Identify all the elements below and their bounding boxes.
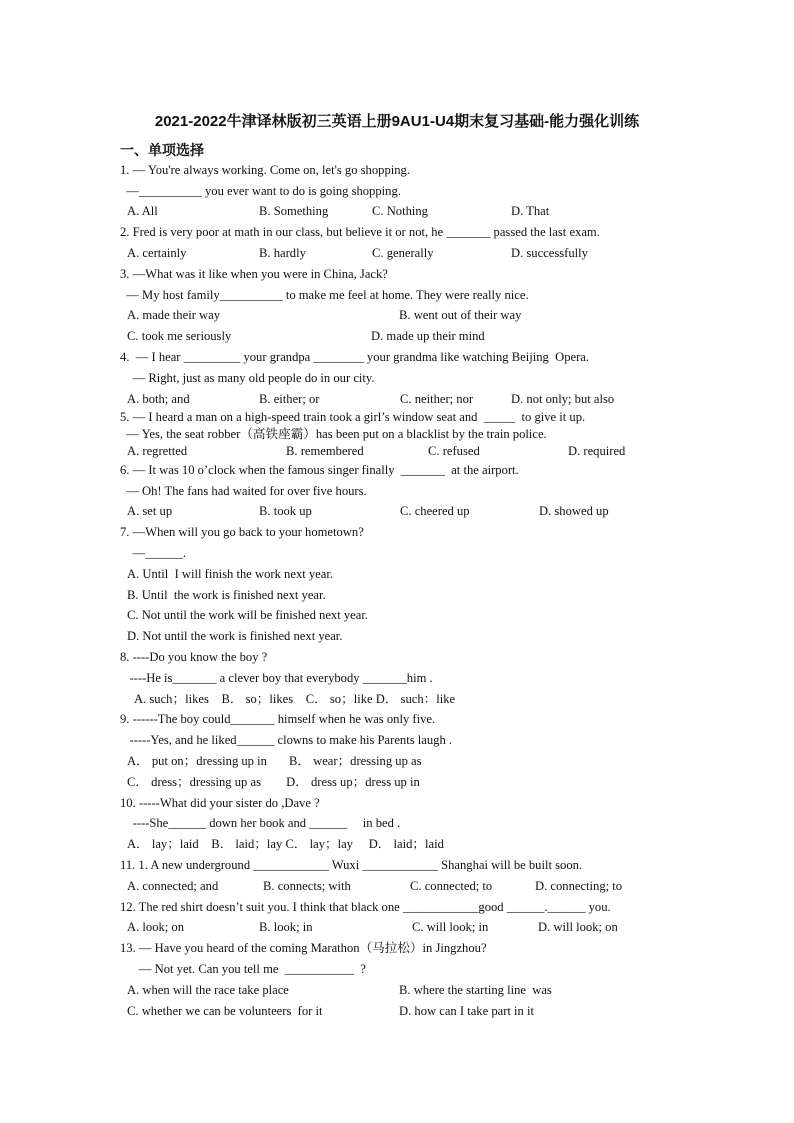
question-9-line-1: 9. ------The boy could_______ himself when he was only five. [120, 712, 436, 726]
question-7-line-2: —______. [120, 546, 187, 560]
question-7-option-d: D. Not until the work is finished next year. [127, 629, 343, 643]
question-4-option-d: D. not only; but also [511, 392, 615, 406]
question-2-line-1: 2. Fred is very poor at math in our class, but believe it or not, he _______ passed the last exam. [120, 225, 600, 239]
question-6-line-2: — Oh! The fans had waited for over five hours. [120, 484, 367, 498]
question-13-option-c: C. whether we can be volunteers for it [127, 1004, 323, 1018]
question-6-option-b: B. took up [259, 504, 312, 518]
question-12-option-a: A. look; on [127, 920, 185, 934]
question-10-options: A． lay；laid B． laid；lay C． lay；lay D． laid；laid [127, 837, 444, 851]
question-3-line-1: 3. —What was it like when you were in China, Jack? [120, 267, 388, 281]
question-7-option-b: B. Until the work is finished next year. [127, 588, 326, 602]
question-9-options-row-2: C． dress；dressing up as D． dress up；dress up in [127, 775, 420, 789]
question-11-option-b: B. connects; with [263, 879, 351, 893]
question-1-option-a: A. All [127, 204, 158, 218]
question-6-line-1: 6. — It was 10 o’clock when the famous singer finally _______ at the airport. [120, 463, 519, 477]
question-6-option-a: A. set up [127, 504, 173, 518]
question-11-option-d: D. connecting; to [535, 879, 623, 893]
question-11-option-a: A. connected; and [127, 879, 219, 893]
question-2-option-c: C. generally [372, 246, 434, 260]
question-4-option-b: B. either; or [259, 392, 320, 406]
question-5-option-c: C. refused [428, 444, 480, 458]
question-9-line-2: -----Yes, and he liked______ clowns to make his Parents laugh . [120, 733, 453, 747]
question-5-option-d: D. required [568, 444, 626, 458]
question-4-option-c: C. neither; nor [400, 392, 474, 406]
question-13-option-d: D. how can I take part in it [399, 1004, 534, 1018]
question-7-option-a: A. Until I will finish the work next year. [127, 567, 334, 581]
question-4-option-a: A. both; and [127, 392, 190, 406]
question-1-option-c: C. Nothing [372, 204, 428, 218]
question-3-option-c: C. took me seriously [127, 329, 232, 343]
question-7-line-1: 7. —When will you go back to your hometown? [120, 525, 364, 539]
question-7-option-c: C. Not until the work will be finished next year. [127, 608, 368, 622]
question-13-option-b: B. where the starting line was [399, 983, 552, 997]
question-12-option-d: D. will look; on [538, 920, 618, 934]
question-8-line-2: ----He is_______ a clever boy that everybody _______him . [120, 671, 433, 685]
question-13-line-1: 13. — Have you heard of the coming Marathon（马拉松）in Jingzhou? [120, 941, 487, 955]
question-9-options-row-1: A． put on；dressing up in B． wear；dressing up as [127, 754, 422, 768]
question-6-option-d: D. showed up [539, 504, 609, 518]
question-5-line-2: — Yes, the seat robber（高铁座霸）has been put on a blacklist by the train police. [120, 427, 547, 441]
question-2-option-a: A. certainly [127, 246, 187, 260]
question-3-option-a: A. made their way [127, 308, 221, 322]
question-4-line-1: 4. — I hear _________ your grandpa ________ your grandma like watching Beijing Opera. [120, 350, 590, 364]
question-13-option-a: A. when will the race take place [127, 983, 289, 997]
question-1-line-2: —__________ you ever want to do is going shopping. [120, 184, 401, 198]
question-12-option-b: B. look; in [259, 920, 313, 934]
question-3-option-d: D. made up their mind [371, 329, 485, 343]
question-5-option-b: B. remembered [286, 444, 364, 458]
question-8-options: A. such；likes B． so；likes C． so；like D． such：like [134, 692, 456, 706]
page-title: 2021-2022牛津译林版初三英语上册9AU1-U4期末复习基础-能力强化训练 [154, 113, 640, 130]
question-4-line-2: — Right, just as many old people do in our city. [120, 371, 375, 385]
question-1-line-1: 1. — You're always working. Come on, let's go shopping. [120, 163, 410, 177]
question-1-option-d: D. That [511, 204, 550, 218]
question-8-line-1: 8. ----Do you know the boy ? [120, 650, 268, 664]
question-2-option-d: D. successfully [511, 246, 588, 260]
question-5-option-a: A. regretted [127, 444, 188, 458]
question-13-line-2: — Not yet. Can you tell me ___________ ? [120, 962, 366, 976]
question-10-line-2: ----She______ down her book and ______ in bed . [120, 816, 401, 830]
question-6-option-c: C. cheered up [400, 504, 470, 518]
question-3-option-b: B. went out of their way [399, 308, 522, 322]
question-2-option-b: B. hardly [259, 246, 306, 260]
question-11-option-c: C. connected; to [410, 879, 493, 893]
question-1-option-b: B. Something [259, 204, 329, 218]
question-12-line-1: 12. The red shirt doesn’t suit you. I think that black one ____________good ______.______ you. [120, 900, 611, 914]
question-3-line-2: — My host family__________ to make me feel at home. They were really nice. [120, 288, 529, 302]
question-5-line-1: 5. — I heard a man on a high-speed train took a girl’s window seat and _____ to give it up. [120, 410, 586, 424]
question-12-option-c: C. will look; in [412, 920, 489, 934]
question-11-line-1: 11. 1. A new underground ____________ Wuxi ____________ Shanghai will be built soon. [120, 858, 583, 872]
question-10-line-1: 10. -----What did your sister do ,Dave ? [120, 796, 320, 810]
section-heading: 一、单项选择 [120, 143, 204, 159]
